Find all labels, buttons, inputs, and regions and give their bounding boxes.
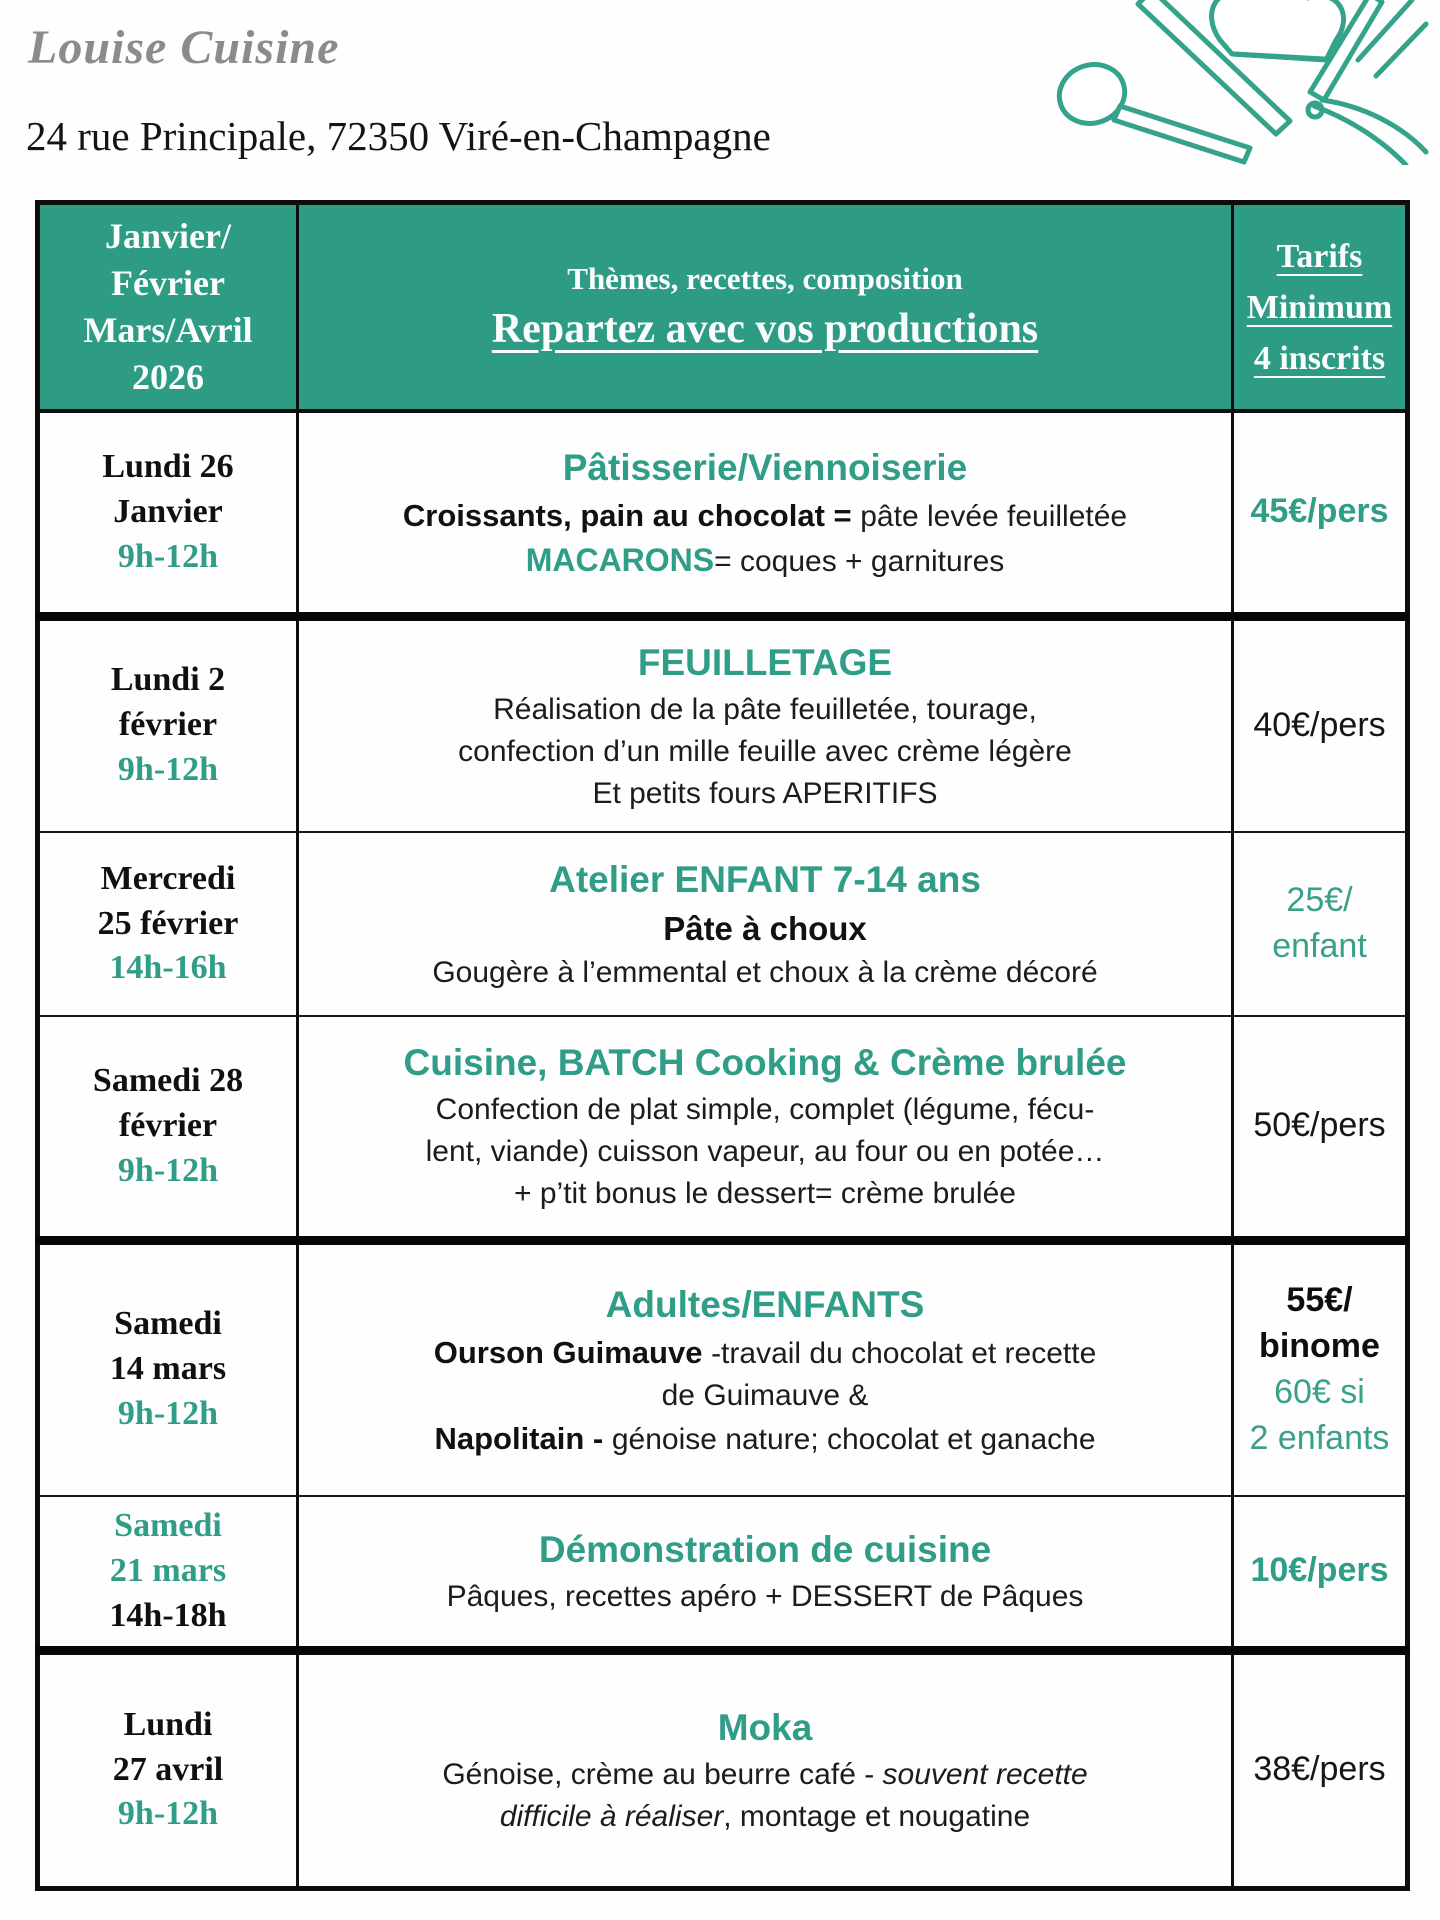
text-segment: MACARONS (525, 541, 715, 578)
text-segment: = coques + garnitures (714, 544, 1005, 578)
content-line (309, 1331, 1221, 1375)
text-segment: génoise nature; chocolat et ganache (611, 1422, 1096, 1456)
text-segment: Réalisation de la pâte feuilletée, tourage, (493, 692, 1037, 726)
content-cell (298, 616, 1233, 832)
date-line: Samedi (114, 1506, 222, 1544)
date-line: février (118, 1106, 218, 1144)
content-line (309, 1037, 1221, 1089)
brand-title: Louise Cuisine (28, 21, 340, 74)
period-line: Mars/Avril (83, 310, 253, 350)
date-line: février (118, 706, 218, 744)
text-segment: lent, viande) cuisson vapeur, au four ou en potée… (425, 1135, 1105, 1169)
text-segment: souvent recette (882, 1757, 1088, 1791)
date-line: 9h-12h (117, 751, 219, 789)
content-line (309, 1131, 1221, 1173)
period-line: Janvier/ (105, 216, 231, 257)
text-segment: Génoise, crème au beurre café - (442, 1757, 883, 1791)
price-line: binome (1259, 1326, 1380, 1365)
header-row (38, 203, 1408, 412)
text-segment: Pâte à choux (663, 909, 867, 947)
content-cell (298, 832, 1233, 1016)
table-row (38, 616, 1408, 832)
content-line (309, 1173, 1221, 1215)
date-line: Samedi 28 (92, 1061, 244, 1099)
text-segment: Atelier ENFANT 7-14 ans (549, 859, 981, 900)
price-cell (1233, 411, 1408, 616)
content-line (309, 1754, 1221, 1796)
date-line: Samedi (114, 1305, 222, 1343)
content-cell (298, 1016, 1233, 1240)
date-cell (38, 616, 298, 832)
price-line: 50€/pers (1253, 1106, 1386, 1145)
date-cell (38, 1240, 298, 1496)
text-segment: difficile à réaliser (499, 1799, 724, 1833)
price-line: 38€/pers (1253, 1750, 1386, 1789)
period-line: 2026 (132, 356, 204, 397)
text-segment: Cuisine, BATCH Cooking & Crème brulée (403, 1042, 1127, 1084)
period-line: Février (111, 263, 225, 304)
themes-subtitle: Thèmes, recettes, composition (567, 261, 963, 296)
price-line: 45€/pers (1250, 492, 1389, 531)
text-segment: -travail du chocolat et recette (711, 1336, 1097, 1370)
min-count-label: 4 inscrits (1253, 339, 1386, 377)
period-header (38, 203, 298, 412)
minimum-label: Minimum (1246, 288, 1393, 326)
text-segment: Confection de plat simple, complet (légume, fécu- (435, 1093, 1095, 1127)
text-segment: FEUILLETAGE (637, 641, 893, 683)
text-segment: Et petits fours APERITIFS (592, 776, 938, 810)
schedule-table (35, 200, 1410, 1891)
date-line: Lundi 26 (102, 447, 234, 485)
table-row (38, 832, 1408, 1016)
date-line: Lundi 2 (110, 661, 226, 699)
text-segment: de Guimauve & (661, 1378, 869, 1412)
text-segment: confection d’un mille feuille avec crème légère (458, 734, 1072, 768)
text-segment: pâte levée feuilletée (860, 499, 1128, 533)
content-line (309, 689, 1221, 731)
text-segment: Démonstration de cuisine (538, 1529, 992, 1571)
content-line (309, 494, 1221, 538)
price-cell (1233, 1496, 1408, 1650)
text-segment: , montage et nougatine (723, 1799, 1031, 1833)
content-cell (298, 1650, 1233, 1888)
text-segment: Croissants, pain au chocolat = (402, 497, 861, 533)
date-cell (38, 1496, 298, 1650)
content-line (309, 731, 1221, 773)
price-line: 2 enfants (1249, 1418, 1390, 1457)
text-segment: Moka (717, 1707, 813, 1749)
table-row (38, 1650, 1408, 1888)
chef-hat-and-utensils-icon (1052, 0, 1432, 165)
date-line: Lundi (123, 1705, 213, 1743)
date-cell (38, 1016, 298, 1240)
date-line: 14h-16h (109, 949, 227, 987)
text-segment: + p’tit bonus le dessert= crème brulée (514, 1177, 1016, 1211)
date-line: 9h-12h (117, 1795, 219, 1833)
content-line (309, 442, 1221, 494)
content-line (309, 1089, 1221, 1131)
price-cell (1233, 1240, 1408, 1496)
content-line (309, 952, 1221, 994)
date-line: Mercredi (100, 859, 236, 897)
text-segment: Ourson Guimauve (433, 1334, 712, 1370)
price-line: 40€/pers (1253, 705, 1386, 744)
content-line (309, 637, 1221, 689)
content-line (309, 1576, 1221, 1618)
brand-address: 24 rue Principale, 72350 Viré-en-Champagne (26, 113, 771, 159)
price-line: 60€ si (1274, 1372, 1365, 1411)
content-line (309, 1375, 1221, 1417)
price-line: enfant (1272, 927, 1367, 965)
date-line: 9h-12h (117, 1151, 219, 1189)
tarifs-header (1233, 203, 1408, 412)
content-line (309, 1279, 1221, 1331)
table-row (38, 1496, 1408, 1650)
content-line (309, 1524, 1221, 1576)
date-cell (38, 1650, 298, 1888)
content-line (309, 854, 1221, 906)
price-line: 25€/ (1286, 881, 1353, 920)
text-segment: Pâques, recettes apéro + DESSERT de Pâques (446, 1580, 1084, 1614)
content-cell (298, 411, 1233, 616)
text-segment: Gougère à l’emmental et choux à la crème décoré (432, 955, 1098, 989)
content-line (309, 1417, 1221, 1461)
text-segment: Pâtisserie/Viennoiserie (562, 446, 968, 488)
price-cell (1233, 832, 1408, 1016)
table-row (38, 411, 1408, 616)
date-line: 27 avril (112, 1750, 224, 1788)
date-line: 9h-12h (117, 1395, 219, 1433)
content-line (309, 538, 1221, 583)
price-cell (1233, 1016, 1408, 1240)
themes-header (298, 203, 1233, 412)
tarifs-label: Tarifs (1276, 237, 1363, 275)
date-line: 25 février (97, 904, 239, 942)
content-line (309, 1702, 1221, 1754)
chef-utensils-logo (1052, 0, 1432, 165)
date-cell (38, 832, 298, 1016)
price-cell (1233, 616, 1408, 832)
content-line (309, 1796, 1221, 1838)
content-cell (298, 1240, 1233, 1496)
price-cell (1233, 1650, 1408, 1888)
content-cell (298, 1496, 1233, 1650)
price-line: 10€/pers (1250, 1551, 1389, 1590)
text-segment: Adultes/ENFANTS (605, 1283, 925, 1325)
date-line: 9h-12h (117, 537, 219, 575)
date-line: 21 mars (109, 1551, 227, 1589)
text-segment: Napolitain - (434, 1420, 612, 1456)
date-cell (38, 411, 298, 616)
content-line (309, 773, 1221, 815)
table-row (38, 1240, 1408, 1496)
themes-title: Repartez avec vos productions (491, 306, 1039, 352)
table-row (38, 1016, 1408, 1240)
date-line: 14 mars (109, 1350, 227, 1388)
content-line (309, 906, 1221, 952)
date-line: 14h-18h (109, 1596, 227, 1634)
price-line: 55€/ (1286, 1280, 1353, 1319)
date-line: Janvier (113, 492, 223, 530)
